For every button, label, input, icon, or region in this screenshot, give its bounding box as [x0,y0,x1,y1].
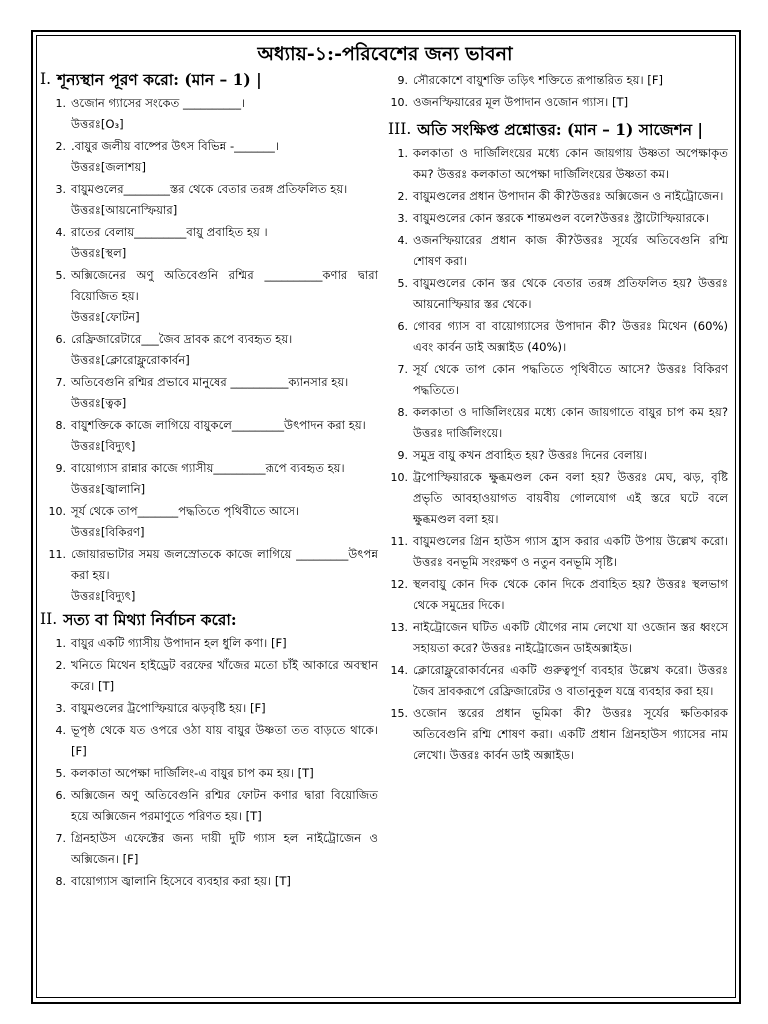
answer-text: উত্তরঃ[বিকিরণ] [71,525,145,539]
right-column [388,70,728,767]
statement-text: বায়ুর একটি গ্যাসীয় উপাদান হল ধুলি কণা। [F] [71,636,287,650]
item-number: 4. [55,724,66,737]
list-item [388,70,728,91]
item-number: 15. [390,707,408,720]
statement-text: অক্সিজেন অণু অতিবেগুনি রশ্মির ফোটন কণার দ্বারা বিয়োজিত হয়ে অক্সিজেন পরমাণুতে পরিণত হয়। [T] [71,788,378,823]
true-false-list [40,633,378,892]
list-item [40,179,378,221]
qa-text: নাইট্রোজেন ঘটিত একটি যৌগের নাম লেখো যা ওজোন স্তর ধ্বংসে সহায়তা করে? উত্তরঃ নাইট্রোজেন ডাইঅক্সাইড। [413,620,728,655]
question-text: সূর্য থেকে তাপ_______পদ্ধতিতে পৃথিবীতে আসে। [71,504,300,518]
answer-text: উত্তরঃ[ত্বক] [71,396,127,410]
item-number: 11. [48,548,66,561]
item-number: 4. [397,234,408,247]
list-item [40,871,378,892]
qa-text: বায়ুমণ্ডলের কোন স্তরকে শান্তমণ্ডল বলে?উত্তরঃ স্ট্রাটোস্ফিয়ারকে। [413,211,709,225]
list-item [388,230,728,272]
question-text: .বায়ুর জলীয় বাষ্পের উৎস বিভিন্ন -_______। [71,139,279,153]
list-item [40,501,378,543]
list-item [388,574,728,616]
question-text: রাতের বেলায়_________বায়ু প্রবাহিত হয় । [71,225,268,239]
item-number: 8. [397,406,408,419]
list-item [40,329,378,371]
section-3-heading [388,118,728,141]
qa-text: ওজনস্ফিয়ারের প্রধান কাজ কী?উত্তরঃ সূর্যের অতিবেগুনি রশ্মি শোষণ করা। [413,233,728,268]
list-item [388,359,728,401]
item-number: 14. [390,664,408,677]
list-item [388,186,728,207]
list-item [388,143,728,185]
item-number: 7. [55,376,66,389]
item-number: 9. [397,449,408,462]
answer-text: উত্তরঃ[O₃] [71,117,124,131]
section-3-title: অতি সংক্ষিপ্ত প্রশ্নোত্তর: (মান – 1) সাজেশন | [417,120,704,139]
item-number: 9. [397,74,408,87]
list-item [40,136,378,178]
list-item [388,703,728,766]
answer-text: উত্তরঃ[বিদ্যুৎ] [71,439,136,453]
section-2-heading [40,608,378,631]
item-number: 7. [397,363,408,376]
item-number: 4. [55,226,66,239]
item-number: 8. [55,875,66,888]
qa-text: ওজোন স্তরের প্রধান ভূমিকা কী? উত্তরঃ সূর্যের ক্ষতিকারক অতিবেগুনি রশ্মি শোষণ করা। একটি প্রধান গ্রিনহাউস গ্যাসের নাম লেখো। উত্তরঃ কার্বন ডাই অক্সাইড। [413,706,728,762]
page-title: অধ্যায়-১:-পরিবেশের জন্য ভাবনা [257,43,513,65]
section-2-number: II. [40,610,58,628]
list-item [40,720,378,762]
item-number: 6. [55,789,66,802]
item-number: 7. [55,832,66,845]
list-item [40,655,378,697]
statement-text: সৌরকোশে বায়ুশক্তি তড়িৎ শক্তিতে রূপান্তরিত হয়। [F] [413,73,664,87]
list-item [40,698,378,719]
list-item [388,273,728,315]
item-number: 6. [397,320,408,333]
left-column [40,68,378,893]
item-number: 5. [55,269,66,282]
item-number: 2. [397,190,408,203]
question-text: ওজোন গ্যাসের সংকেত __________। [71,96,246,110]
list-item [388,208,728,229]
item-number: 5. [397,277,408,290]
statement-text: কলকাতা অপেক্ষা দার্জিলিং-এ বায়ুর চাপ কম হয়। [T] [71,766,314,780]
qa-text: সমুদ্র বায়ু কখন প্রবাহিত হয়? উত্তরঃ দিনের বেলায়। [413,448,647,462]
item-number: 13. [390,621,408,634]
list-item [40,763,378,784]
list-item [40,415,378,457]
statement-text: ওজনস্ফিয়ারের মূল উপাদান ওজোন গ্যাস। [T] [413,95,629,109]
answer-text: উত্তরঃ[আয়নোস্ফিয়ার] [71,203,178,217]
list-item [40,93,378,135]
qa-text: বায়ুমণ্ডলের প্রধান উপাদান কী কী?উত্তরঃ অক্সিজেন ও নাইট্রোজেন। [413,189,724,203]
question-text: জোয়ারভাটার সময় জলস্রোতকে কাজে লাগিয়ে _________উৎপন্ন করা হয়। [71,547,378,582]
item-number: 2. [55,140,66,153]
list-item [388,92,728,113]
item-number: 3. [55,702,66,715]
question-text: রেফ্রিজারেটারে___জৈব দ্রাবক রূপে ব্যবহৃত হয়। [71,332,293,346]
section-1-title: শূন্যস্থান পূরণ করো: (মান – 1) | [57,70,262,89]
list-item [388,467,728,530]
fill-blank-list [40,93,378,607]
answer-text: উত্তরঃ[জলাশয়] [71,160,146,174]
statement-text: বায়ুমণ্ডলের ট্রপোস্ফিয়ারে ঝড়বৃষ্টি হয়। [F] [71,701,266,715]
item-number: 1. [55,637,66,650]
qa-text: কলকাতা ও দার্জিলিংয়ের মধ্যে কোন জায়গাতে বায়ুর চাপ কম হয়? উত্তরঃ দার্জিলিংয়ে। [413,405,728,440]
list-item [388,660,728,702]
question-text: বায়োগ্যাস রান্নার কাজে গ্যাসীয়_________রূপে ব্যবহৃত হয়। [71,461,345,475]
section-1-heading [40,68,378,91]
answer-text: উত্তরঃ[স্থল] [71,246,127,260]
statement-text: গ্রিনহাউস এফেক্টের জন্য দায়ী দুটি গ্যাস হল নাইট্রোজেন ও অক্সিজেন। [F] [71,831,378,866]
list-item [40,544,378,607]
item-number: 3. [55,183,66,196]
item-number: 12. [390,578,408,591]
list-item [40,458,378,500]
item-number: 6. [55,333,66,346]
statement-text: বায়োগ্যাস জ্বালানি হিসেবে ব্যবহার করা হয়। [T] [71,874,291,888]
item-number: 9. [55,462,66,475]
statement-text: খনিতে মিথেন হাইড্রেট বরফের খাঁজের মতো চাঁই আকারে অবস্থান করে। [T] [71,658,378,693]
answer-text: উত্তরঃ[ক্লোরোফ্লুরোকার্বন] [71,353,190,367]
list-item [388,402,728,444]
list-item [40,222,378,264]
question-text: বায়ুমণ্ডলের________স্তর থেকে বেতার তরঙ্গ প্রতিফলিত হয়। [71,182,348,196]
section-2-title: সত্য বা মিথ্যা নির্বাচন করো: [63,610,237,629]
qa-text: বায়ুমণ্ডলের গ্রিন হাউস গ্যাস হ্রাস করার একটি উপায় উল্লেখ করো। উত্তরঃ বনভূমি সংরক্ষণ ও নতুন বনভূমি সৃষ্টি। [413,534,728,569]
list-item [388,445,728,466]
true-false-list-continued [388,70,728,113]
answer-text: উত্তরঃ[জ্বালানি] [71,482,146,496]
section-3-number: III. [388,120,412,138]
qa-text: গোবর গ্যাস বা বায়োগ্যাসের উপাদান কী? উত্তরঃ মিথেন (60%) এবং কার্বন ডাই অক্সাইড (40%)। [413,319,728,354]
item-number: 10. [390,471,408,484]
list-item [40,265,378,328]
short-answer-list [388,143,728,766]
list-item [40,372,378,414]
item-number: 8. [55,419,66,432]
question-text: অক্সিজেনের অণু অতিবেগুনি রশ্মির __________কণার দ্বারা বিয়োজিত হয়। [71,268,378,303]
item-number: 2. [55,659,66,672]
item-number: 10. [48,505,66,518]
list-item [388,531,728,573]
qa-text: ট্রপোস্ফিয়ারকে ক্ষুব্ধমণ্ডল কেন বলা হয়? উত্তরঃ মেঘ, ঝড়, বৃষ্টি প্রভৃতি আবহাওয়াগত বায়বীয় গোলযোগ এই স্তরে ঘটে বলে ক্ষুব্ধমণ্ডল বলা হয়। [413,470,728,526]
item-number: 1. [397,147,408,160]
section-1-number: I. [40,70,52,88]
list-item [388,316,728,358]
question-text: অতিবেগুনি রশ্মির প্রভাবে মানুষের __________ক্যানসার হয়। [71,375,349,389]
item-number: 11. [390,535,408,548]
qa-text: বায়ুমণ্ডলের কোন স্তর থেকে বেতার তরঙ্গ প্রতিফলিত হয়? উত্তরঃ আয়নোস্ফিয়ার স্তর থেকে। [413,276,728,311]
answer-text: উত্তরঃ[ফোটন] [71,310,140,324]
qa-text: স্থলবায়ু কোন দিক থেকে কোন দিকে প্রবাহিত হয়? উত্তরঃ স্থলভাগ থেকে সমুদ্রের দিকে। [413,577,728,612]
question-text: বায়ুশক্তিকে কাজে লাগিয়ে বায়ুকলে_________উৎপাদন করা হয়। [71,418,366,432]
item-number: 3. [397,212,408,225]
item-number: 10. [390,96,408,109]
statement-text: ভূপৃষ্ঠ থেকে যত ওপরে ওঠা যায় বায়ুর উষ্ণতা তত বাড়তে থাকে। [F] [71,723,378,758]
list-item [40,633,378,654]
qa-text: সূর্য থেকে তাপ কোন পদ্ধতিতে পৃথিবীতে আসে? উত্তরঃ বিকিরণ পদ্ধতিতে। [413,362,728,397]
item-number: 5. [55,767,66,780]
list-item [40,828,378,870]
qa-text: ক্লোরোফ্লুরোকার্বনের একটি গুরুত্বপূর্ণ ব্যবহার উল্লেখ করো। উত্তরঃ জৈব দ্রাবকরূপে রেফ্রিজারেটর ও বাতানুকূল যন্ত্রে ব্যবহার করা হয়। [413,663,728,698]
answer-text: উত্তরঃ[বিদ্যুৎ] [71,589,136,603]
list-item [40,785,378,827]
list-item [388,617,728,659]
qa-text: কলকাতা ও দার্জিলিংয়ের মধ্যে কোন জায়গায় উষ্ণতা অপেক্ষাকৃত কম? উত্তরঃ কলকাতা অপেক্ষা দার্জিলিংয়ের উষ্ণতা কম। [413,146,728,181]
item-number: 1. [55,97,66,110]
